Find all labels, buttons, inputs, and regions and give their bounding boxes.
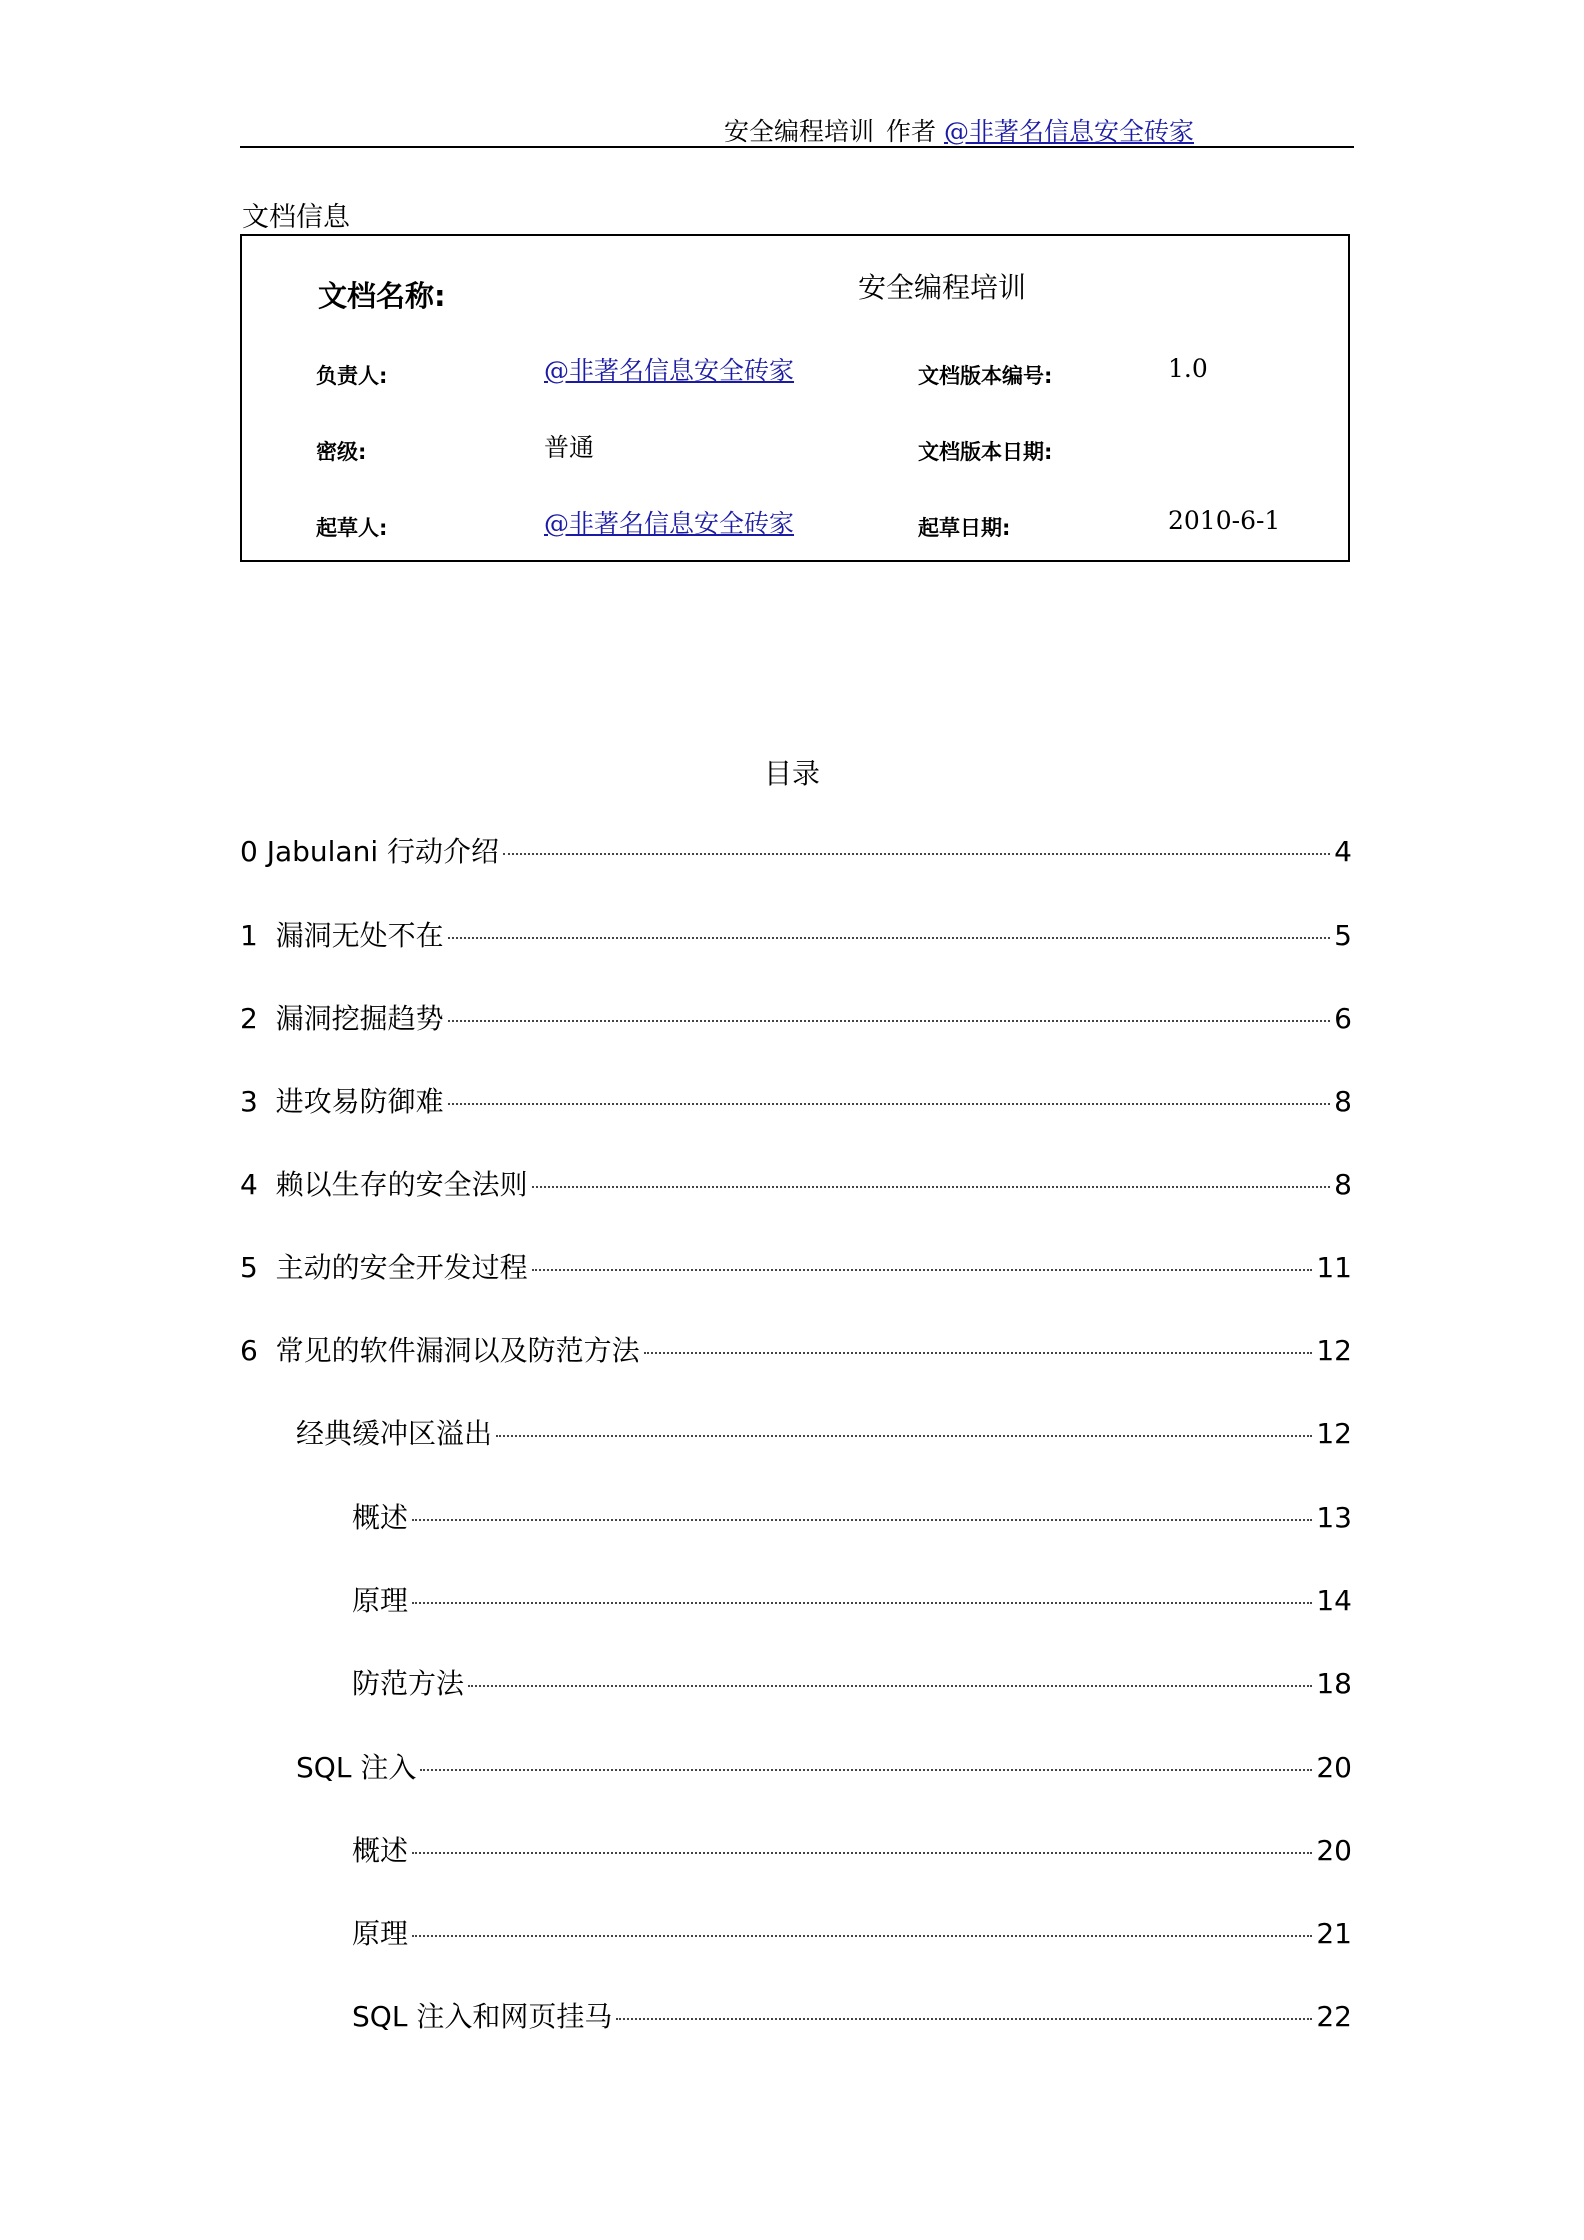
toc-entry-page: 14: [1316, 1584, 1352, 1617]
version-no-value: 1.0: [1168, 354, 1208, 383]
toc-entry-label: SQL 注入和网页挂马: [352, 2000, 613, 2033]
toc-entry-page: 8: [1334, 1168, 1352, 1201]
toc-entry-label: 概述: [352, 1834, 409, 1867]
toc-entry-label: Jabulani 行动介绍: [266, 835, 500, 868]
drafter-link[interactable]: @非著名信息安全砖家: [544, 509, 795, 538]
toc-title: 目录: [763, 757, 820, 790]
toc-subsubentry[interactable]: [352, 1579, 1352, 1619]
toc-entry-number: 6: [240, 1334, 276, 1367]
toc-leader-dots: [448, 937, 1331, 939]
toc-entry-label: 防范方法: [352, 1667, 465, 1700]
toc-entry-label: 漏洞挖掘趋势: [275, 1002, 444, 1035]
toc-entry-label: 进攻易防御难: [275, 1085, 444, 1118]
toc-leader-dots: [420, 1769, 1312, 1771]
header-author-link[interactable]: @非著名信息安全砖家: [943, 117, 1194, 146]
toc-subsubentry[interactable]: [352, 1662, 1352, 1702]
toc-subsubentry[interactable]: [352, 1829, 1352, 1869]
toc-leader-dots: [468, 1685, 1312, 1687]
toc-entry-page: 21: [1316, 1917, 1352, 1950]
toc-leader-dots: [503, 853, 1330, 855]
toc-entry-page: 20: [1316, 1834, 1352, 1867]
version-no-label: 文档版本编号:: [918, 364, 1053, 388]
toc-entry-label: 原理: [352, 1917, 409, 1950]
toc-leader-dots: [412, 1602, 1312, 1604]
toc-entry-label: 漏洞无处不在: [275, 919, 444, 952]
drafter-label: 起草人:: [316, 516, 388, 540]
page-header: [240, 108, 1354, 148]
owner-link[interactable]: @非著名信息安全砖家: [544, 356, 795, 385]
toc-entry-label: 主动的安全开发过程: [275, 1251, 528, 1284]
toc-leader-dots: [644, 1352, 1313, 1354]
toc-entry[interactable]: [240, 1163, 1352, 1203]
doc-name-value: 安全编程培训: [858, 271, 1027, 304]
toc-entry-label: 常见的软件漏洞以及防范方法: [275, 1334, 640, 1367]
toc-entry-number: 5: [240, 1251, 276, 1284]
toc-entry[interactable]: [240, 1329, 1352, 1369]
toc-entry-label: 原理: [352, 1584, 409, 1617]
toc-entry-label: 赖以生存的安全法则: [275, 1168, 528, 1201]
toc-subsubentry[interactable]: [352, 1995, 1352, 2035]
toc-entry-number: 2: [240, 1002, 276, 1035]
version-date-label: 文档版本日期:: [918, 440, 1053, 464]
header-text: [724, 112, 1194, 148]
toc-entry[interactable]: [240, 1080, 1352, 1120]
toc-entry-page: 20: [1316, 1751, 1352, 1784]
toc-entry-page: 5: [1334, 919, 1352, 952]
security-level-value: 普通: [544, 433, 595, 462]
doc-name-label: 文档名称:: [318, 279, 446, 313]
toc-entry-page: 18: [1316, 1667, 1352, 1700]
toc-leader-dots: [532, 1269, 1313, 1271]
toc-entry[interactable]: [240, 830, 1352, 870]
header-title: 安全编程培训: [724, 117, 875, 146]
header-author-prefix: 作者: [886, 117, 937, 146]
toc-leader-dots: [496, 1435, 1312, 1437]
toc-entry-number: 4: [240, 1168, 276, 1201]
toc-subsubentry[interactable]: [352, 1912, 1352, 1952]
toc-entry-page: 12: [1316, 1417, 1352, 1450]
toc-subsubentry[interactable]: [352, 1496, 1352, 1536]
security-level-label: 密级:: [316, 440, 367, 464]
toc-entry-label: 经典缓冲区溢出: [296, 1417, 493, 1450]
toc-entry-number: 3: [240, 1085, 276, 1118]
toc-leader-dots: [448, 1020, 1331, 1022]
owner-label: 负责人:: [316, 364, 388, 388]
toc-entry-page: 13: [1316, 1501, 1352, 1534]
toc-entry-page: 8: [1334, 1085, 1352, 1118]
draft-date-value: 2010-6-1: [1168, 506, 1281, 535]
toc-leader-dots: [616, 2018, 1312, 2020]
toc-subentry[interactable]: [296, 1746, 1352, 1786]
toc-leader-dots: [412, 1519, 1312, 1521]
toc-entry[interactable]: [240, 1246, 1352, 1286]
toc-entry-page: 11: [1316, 1251, 1352, 1284]
draft-date-label: 起草日期:: [918, 516, 1011, 540]
toc-entry-page: 22: [1316, 2000, 1352, 2033]
toc-entry-page: 6: [1334, 1002, 1352, 1035]
toc-leader-dots: [412, 1852, 1312, 1854]
toc-entry[interactable]: [240, 914, 1352, 954]
toc-entry-label: 概述: [352, 1501, 409, 1534]
toc-entry-label: SQL 注入: [296, 1751, 417, 1784]
toc-leader-dots: [532, 1186, 1331, 1188]
toc-leader-dots: [412, 1935, 1312, 1937]
doc-info-table: [240, 234, 1350, 562]
doc-info-section-label: 文档信息: [242, 202, 350, 233]
toc-entry-number: 1: [240, 919, 276, 952]
toc-entry-number: 0: [240, 835, 267, 868]
toc-subentry[interactable]: [296, 1412, 1352, 1452]
toc-entry[interactable]: [240, 997, 1352, 1037]
toc-entry-page: 12: [1316, 1334, 1352, 1367]
toc-leader-dots: [448, 1103, 1331, 1105]
toc-entry-page: 4: [1334, 835, 1352, 868]
